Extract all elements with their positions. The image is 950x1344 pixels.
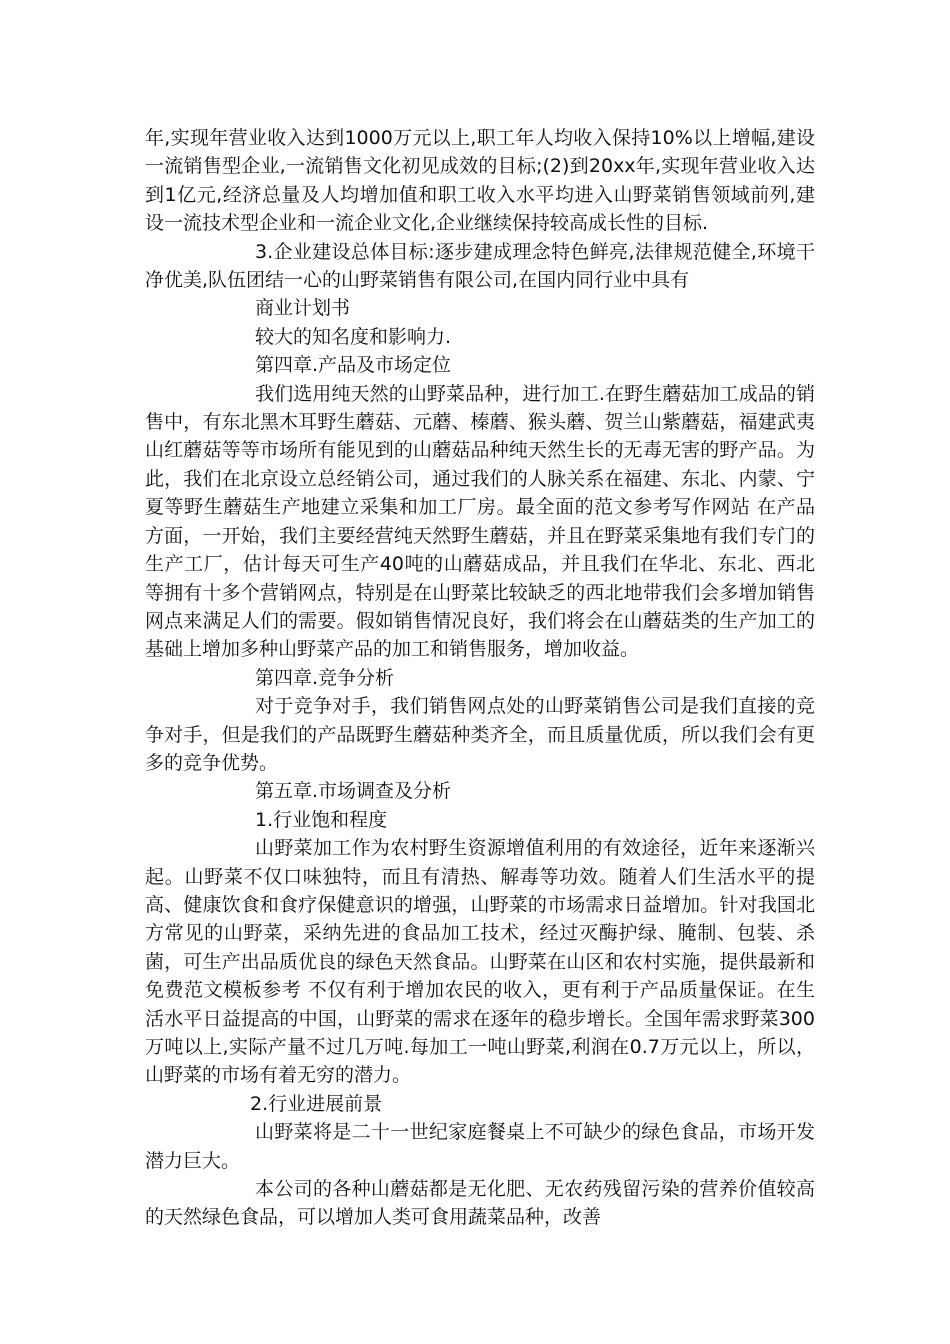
heading-competition: 第四章.竞争分析 xyxy=(255,666,395,689)
paragraph-influence: 较大的知名度和影响力. xyxy=(255,325,452,348)
paragraph-revenue-goals: 年,实现年营业收入达到1000万元以上,职工年人均收入保持10%以上增幅,建设一流销售型企业,一流销售文化初见成效的目标;(2)到20xx年,实现年营业收入达到1亿元,经济总量及人均增加值和职工收入水平均进入山野菜销售领域前列,建设一流技术型企业和一流企业文化,企业继续保持较高成长性的目标. xyxy=(145,127,815,235)
heading-market-research: 第五章.市场调查及分析 xyxy=(255,780,452,803)
heading-product-positioning: 第四章.产品及市场定位 xyxy=(255,354,452,377)
paragraph-industry-saturation: 山野菜加工作为农村野生资源增值利用的有效途径，近年来逐渐兴起。山野菜不仅口味独特，而且有清热、解毒等功效。随着人们生活水平的提高、健康饮食和食疗保健意识的增强，山野菜的市场需求日益增加。针对我国北方常见的山野菜，采纳先进的食品加工技术，经过灭酶护绿、腌制、包装、杀菌，可生产出品质优良的绿色天然食品。山野菜在山区和农村实施，提供最新和免费范文模板参考 不仅有利于增加农民的收入，更有利于产品质量保证。在生活水平日益提高的中国，山野菜的需求在逐年的稳步增长。全国年需求野菜300万吨以上,实际产量不过几万吨.每加工一吨山野菜,利润在0.7万元以上，所以，山野菜的市场有着无穷的潜力。 xyxy=(145,837,815,1087)
paragraph-product-description: 我们选用纯天然的山野菜品种，进行加工.在野生蘑菇加工成品的销售中，有东北黑木耳野生蘑菇、元蘑、榛蘑、猴头蘑、贺兰山紫蘑菇，福建武夷山红蘑菇等等市场所有能见到的山蘑菇品种纯天然生长的无毒无害的野产品。为此，我们在北京设立总经销公司，通过我们的人脉关系在福建、东北、内蒙、宁夏等野生蘑菇生产地建立采集和加工厂房。最全面的范文参考写作网站 在产品方面，一开始，我们主要经营纯天然野生蘑菇，并且在野菜采集地有我们专门的生产工厂，估计每天可生产40吨的山蘑菇成品，并且我们在华北、东北、西北等拥有十多个营销网点，特别是在山野菜比较缺乏的西北地带我们会多增加销售网点来满足人们的需要。假如销售情况良好，我们将会在山蘑菇类的生产加工的基础上增加多种山野菜产品的加工和销售服务，增加收益。 xyxy=(145,382,815,661)
heading-industry-prospects: 2.行业进展前景 xyxy=(250,1092,383,1115)
paragraph-business-plan-label: 商业计划书 xyxy=(255,297,351,320)
paragraph-company-products: 本公司的各种山蘑菇都是无化肥、无农药残留污染的营养价值较高的天然绿色食品，可以增加人类可食用蔬菜品种，改善 xyxy=(145,1178,815,1229)
paragraph-industry-prospects: 山野菜将是二十一世纪家庭餐桌上不可缺少的绿色食品，市场开发潜力巨大。 xyxy=(145,1121,815,1172)
paragraph-overall-goal: 3.企业建设总体目标:逐步建成理念特色鲜亮,法律规范健全,环境干净优美,队伍团结一心的山野菜销售有限公司,在国内同行业中具有 xyxy=(145,240,815,292)
paragraph-competition: 对于竞争对手，我们销售网点处的山野菜销售公司是我们直接的竞争对手，但是我们的产品既野生蘑菇种类齐全，而且质量优质，所以我们会有更多的竞争优势。 xyxy=(145,695,815,774)
document-body xyxy=(145,124,815,1232)
heading-industry-saturation: 1.行业饱和程度 xyxy=(255,808,388,831)
